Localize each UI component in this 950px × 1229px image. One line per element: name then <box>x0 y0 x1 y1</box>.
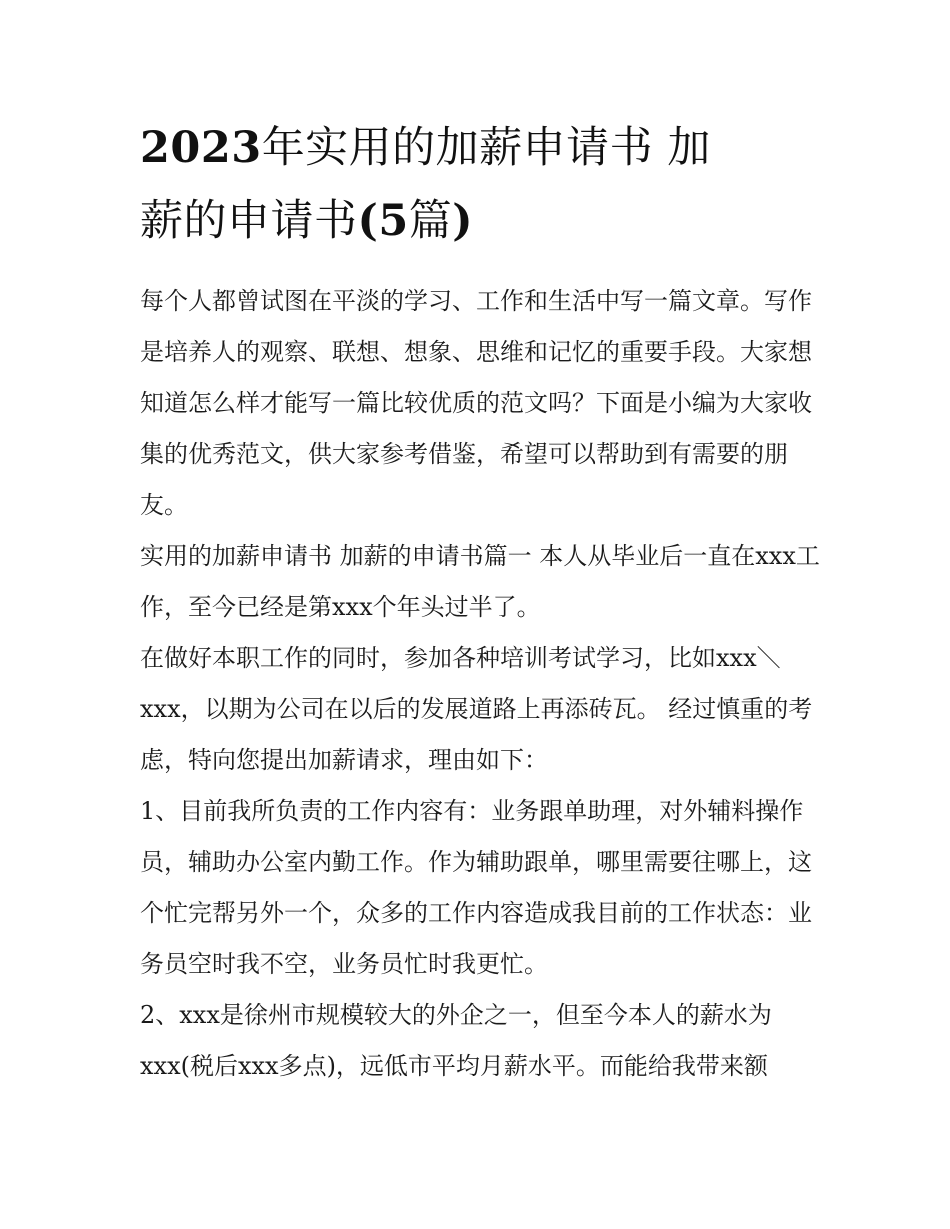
paragraph-training: 在做好本职工作的同时，参加各种培训考试学习，比如xxx＼xxx，以期为公司在以后的发展道路上再添砖瓦。 经过慎重的考虑，特向您提出加薪请求，理由如下： <box>140 644 813 774</box>
title-pian: 篇 <box>408 196 453 246</box>
paragraph-reason-1: 1、目前我所负责的工作内容有：业务跟单助理，对外辅料操作员，辅助办公室内勤工作。作为辅助跟单，哪里需要往哪上，这个忙完帮另外一个，众多的工作内容造成我目前的工作状态：业务员空时我不空，业务员忙时我更忙。 <box>140 797 812 978</box>
title-count: (5 <box>357 196 409 246</box>
document-body <box>140 276 820 1092</box>
document-title <box>140 112 820 258</box>
paragraph-reason-2: 2、xxx是徐州市规模较大的外企之一，但至今本人的薪水为xxx(税后xxx多点)，远低市平均月薪水平。而能给我带来额 <box>140 1001 772 1080</box>
title-text-line2: 薪的申请书 <box>140 196 358 246</box>
paragraph-article-one: 实用的加薪申请书 加薪的申请书篇一 本人从毕业后一直在xxx工作，至今已经是第xxx个年头过半了。 <box>140 542 820 621</box>
paragraph-intro: 每个人都曾试图在平淡的学习、工作和生活中写一篇文章。写作是培养人的观察、联想、想象、思维和记忆的重要手段。大家想知道怎么样才能写一篇比较优质的范文吗？下面是小编为大家收集的优秀范文，供大家参考借鉴，希望可以帮助到有需要的朋友。 <box>140 287 812 519</box>
title-text-line1: 年实用的加薪申请书 加 <box>261 123 711 173</box>
title-close: ) <box>452 196 474 246</box>
title-year: 2023 <box>140 123 262 173</box>
